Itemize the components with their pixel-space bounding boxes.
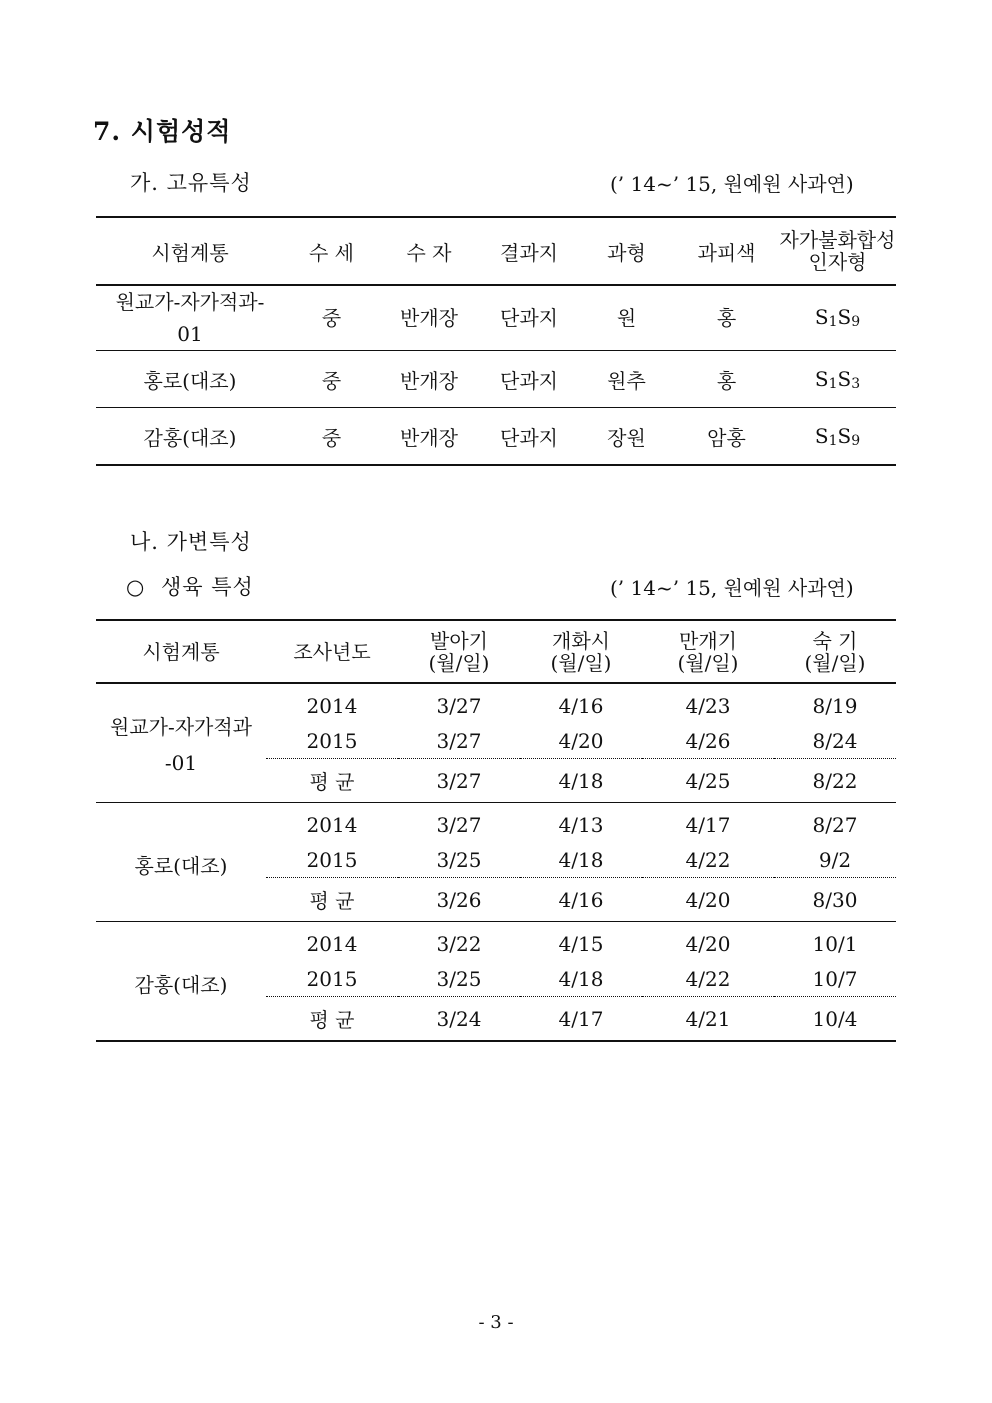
cell-avg-label: 평 균 xyxy=(266,759,398,803)
cell-shape: 장원 xyxy=(607,425,646,450)
cell-fullbloom: 4/26 xyxy=(685,728,731,753)
cell-sprout: 3/27 xyxy=(398,759,520,803)
cell-year: 2015 xyxy=(306,847,358,872)
cell-sprout: 3/27 xyxy=(436,728,482,753)
cell-bearing: 단과지 xyxy=(479,285,579,351)
cell-maturity: 8/27 xyxy=(812,812,858,837)
cell-line-part1: 원교가-자가적과 xyxy=(110,715,252,739)
cell-avg-label: 평 균 xyxy=(266,878,398,922)
allele-number: 9 xyxy=(851,433,861,449)
cell-year: 2015 xyxy=(306,966,358,991)
table-row xyxy=(96,683,896,723)
allele-number: 1 xyxy=(828,376,838,392)
cell-habit: 반개장 xyxy=(379,285,479,351)
allele-letter: S xyxy=(814,304,829,329)
cell-sprout: 3/26 xyxy=(398,878,520,922)
cell-flower: 4/17 xyxy=(520,997,642,1042)
cell-fullbloom: 4/23 xyxy=(685,693,731,718)
header-line: 시험계통 xyxy=(96,620,266,683)
cell-vigor: 중 xyxy=(321,425,342,450)
cell-flower: 4/16 xyxy=(558,693,604,718)
cell-sprout: 3/22 xyxy=(436,931,482,956)
growth-characteristics-table xyxy=(96,619,896,1042)
table-row xyxy=(96,408,896,466)
cell-year: 2014 xyxy=(306,812,358,837)
subsection-b-title: 나. 가변특성 xyxy=(130,530,252,554)
header-maturity-label: 숙 기 xyxy=(812,628,858,653)
cell-line: 홍로(대조) xyxy=(96,351,284,408)
intrinsic-characteristics-table xyxy=(96,216,896,466)
header-unit: (월/일) xyxy=(428,650,490,675)
table-row xyxy=(96,922,896,962)
cell-year: 2014 xyxy=(306,693,358,718)
allele-number: 9 xyxy=(851,313,861,330)
cell-shape: 원 xyxy=(579,285,674,351)
table-header-row xyxy=(96,217,896,285)
header-s-allele-line2: 인자형 xyxy=(808,250,867,274)
subsection-b-subtitle xyxy=(126,571,254,601)
header-skin-color: 과피색 xyxy=(674,217,779,285)
cell-sprout: 3/27 xyxy=(436,812,482,837)
subtitle-text: 생육 특성 xyxy=(161,575,254,599)
cell-maturity: 10/1 xyxy=(812,931,858,956)
header-bearing: 결과지 xyxy=(479,217,579,285)
cell-habit: 반개장 xyxy=(400,425,458,450)
header-unit: (월/일) xyxy=(550,650,612,675)
table-row xyxy=(96,803,896,843)
header-sprout xyxy=(398,620,520,683)
cell-year: 2015 xyxy=(306,728,358,753)
cell-fullbloom: 4/20 xyxy=(685,931,731,956)
cell-sprout: 3/24 xyxy=(398,997,520,1042)
header-maturity xyxy=(774,620,896,683)
cell-line: 감홍(대조) xyxy=(134,972,228,997)
cell-flower: 4/13 xyxy=(558,812,604,837)
cell-sprout: 3/25 xyxy=(436,966,482,991)
cell-line xyxy=(96,285,284,351)
cell-flower: 4/18 xyxy=(558,847,604,872)
cell-fullbloom: 4/22 xyxy=(685,966,731,991)
cell-fullbloom: 4/22 xyxy=(685,847,731,872)
cell-line-part2: -01 xyxy=(164,751,198,775)
cell-fullbloom: 4/17 xyxy=(685,812,731,837)
subsection-a-source: (’ 14~’ 15, 원예원 사과연) xyxy=(610,172,854,196)
header-sprout-label: 발아기 xyxy=(430,628,488,653)
header-line: 시험계통 xyxy=(96,217,284,285)
cell-maturity: 8/30 xyxy=(774,878,896,922)
cell-fullbloom: 4/20 xyxy=(642,878,774,922)
cell-flower: 4/15 xyxy=(558,931,604,956)
header-year: 조사년도 xyxy=(266,620,398,683)
cell-flower: 4/20 xyxy=(558,728,604,753)
allele-letter: S xyxy=(814,424,829,448)
allele-letter: S xyxy=(837,367,852,391)
cell-maturity: 10/4 xyxy=(774,997,896,1042)
cell-line-part1: 원교가-자가적과- xyxy=(115,290,265,314)
header-s-allele xyxy=(779,217,896,285)
allele-letter: S xyxy=(837,304,852,329)
section-title: 7. 시험성적 xyxy=(93,117,232,146)
cell-bearing: 단과지 xyxy=(500,425,558,450)
header-vigor: 수 세 xyxy=(284,217,379,285)
cell-fullbloom: 4/21 xyxy=(642,997,774,1042)
cell-maturity: 9/2 xyxy=(818,847,852,872)
cell-line-part2: 01 xyxy=(177,322,203,346)
allele-number: 1 xyxy=(828,433,838,449)
cell-bearing: 단과지 xyxy=(479,351,579,408)
header-habit: 수 자 xyxy=(379,217,479,285)
cell-line xyxy=(96,683,266,803)
cell-sprout: 3/27 xyxy=(436,693,482,718)
cell-habit: 반개장 xyxy=(379,351,479,408)
cell-year: 2014 xyxy=(306,931,358,956)
subsection-a-title: 가. 고유특성 xyxy=(130,171,252,195)
header-fullbloom xyxy=(642,620,774,683)
cell-skin-color: 암홍 xyxy=(707,425,746,450)
cell-shape: 원추 xyxy=(579,351,674,408)
cell-line: 감홍(대조) xyxy=(143,425,237,450)
allele-letter: S xyxy=(814,367,829,391)
cell-line: 홍로(대조) xyxy=(96,803,266,922)
allele-number: 3 xyxy=(851,376,861,392)
allele-letter: S xyxy=(837,424,852,448)
header-flower-label: 개화시 xyxy=(552,628,610,653)
page-number: - 3 - xyxy=(478,1312,514,1333)
cell-s-allele xyxy=(779,285,896,351)
header-s-allele-line1: 자가불화합성 xyxy=(779,228,896,252)
cell-skin-color: 홍 xyxy=(674,351,779,408)
table-row xyxy=(96,351,896,408)
cell-maturity: 10/7 xyxy=(812,966,858,991)
cell-flower: 4/18 xyxy=(558,966,604,991)
table-header-row xyxy=(96,620,896,683)
cell-flower: 4/16 xyxy=(520,878,642,922)
cell-fullbloom: 4/25 xyxy=(642,759,774,803)
cell-maturity: 8/24 xyxy=(812,728,858,753)
cell-s-allele xyxy=(779,351,896,408)
header-unit: (월/일) xyxy=(677,650,739,675)
header-unit: (월/일) xyxy=(804,650,866,675)
subsection-b-source: (’ 14~’ 15, 원예원 사과연) xyxy=(610,576,854,600)
cell-maturity: 8/19 xyxy=(812,693,858,718)
cell-maturity: 8/22 xyxy=(774,759,896,803)
header-fullbloom-label: 만개기 xyxy=(679,628,737,653)
cell-vigor: 중 xyxy=(284,351,379,408)
bullet-circle-icon: ○ xyxy=(126,575,146,599)
header-flower xyxy=(520,620,642,683)
allele-number: 1 xyxy=(828,313,838,330)
header-shape: 과형 xyxy=(579,217,674,285)
cell-vigor: 중 xyxy=(284,285,379,351)
cell-skin-color: 홍 xyxy=(674,285,779,351)
cell-s-allele xyxy=(779,408,896,466)
table-row xyxy=(96,285,896,351)
cell-sprout: 3/25 xyxy=(436,847,482,872)
cell-flower: 4/18 xyxy=(520,759,642,803)
cell-avg-label: 평 균 xyxy=(266,997,398,1042)
